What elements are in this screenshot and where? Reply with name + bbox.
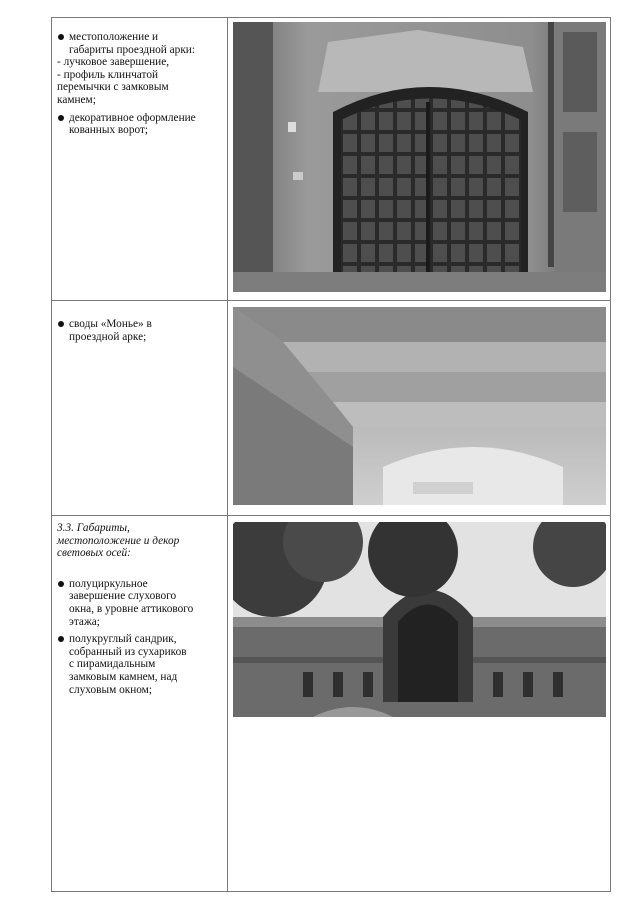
bullet-icon	[58, 34, 64, 40]
row3-feature-line: замковым камнем, над	[69, 670, 178, 683]
row1-feature-line: кованных ворот;	[69, 124, 149, 137]
row1-feature-line: местоположение и	[57, 31, 225, 44]
row1-feature-line: - профиль клинчатой	[57, 68, 159, 81]
section-heading-line: 3.3. Габариты,	[57, 522, 130, 534]
attic-window-photo-icon	[233, 522, 606, 717]
row-divider-2	[51, 515, 611, 516]
vaulted-ceiling-photo-icon	[233, 307, 606, 505]
row1-feature-line: габариты проездной арки:	[69, 43, 195, 56]
row2-feature-line: своды «Монье» в	[57, 318, 225, 331]
row1-feature-line: - лучковое завершение,	[57, 56, 170, 69]
section-heading-line: местоположение и декор	[57, 534, 180, 547]
row3-feature-line: полукруглый сандрик,	[57, 633, 225, 646]
row3-feature-line: этажа;	[69, 615, 100, 628]
row3-feature-line: завершение слухового	[69, 590, 177, 603]
row3-feature-list	[57, 578, 225, 696]
bullet-icon	[58, 636, 64, 642]
row1-feature-line: камнем;	[57, 93, 96, 106]
bullet-icon	[58, 115, 64, 121]
row-divider-1	[51, 300, 611, 301]
row3-feature-line: окна, в уровне аттикового	[69, 602, 194, 615]
row2-description	[57, 318, 225, 343]
row3-feature-line: с пирамидальным	[69, 658, 156, 671]
row3-description	[57, 522, 225, 696]
row1-feature-line: декоративное оформление	[57, 112, 225, 125]
column-divider	[227, 17, 228, 892]
row3-feature-line: полуциркульное	[57, 578, 225, 591]
section-heading-line: световых осей:	[57, 547, 131, 560]
row1-feature-line: перемычки с замковым	[57, 81, 169, 94]
row3-feature-line: собранный из сухариков	[69, 645, 187, 658]
row1-description	[57, 31, 225, 137]
section-heading	[57, 522, 225, 560]
bullet-icon	[58, 581, 64, 587]
row3-feature-line: слуховым окном;	[69, 683, 152, 696]
row2-feature-line: проездной арке;	[69, 330, 147, 343]
arch-gate-photo-icon	[233, 22, 606, 292]
bullet-icon	[58, 321, 64, 327]
